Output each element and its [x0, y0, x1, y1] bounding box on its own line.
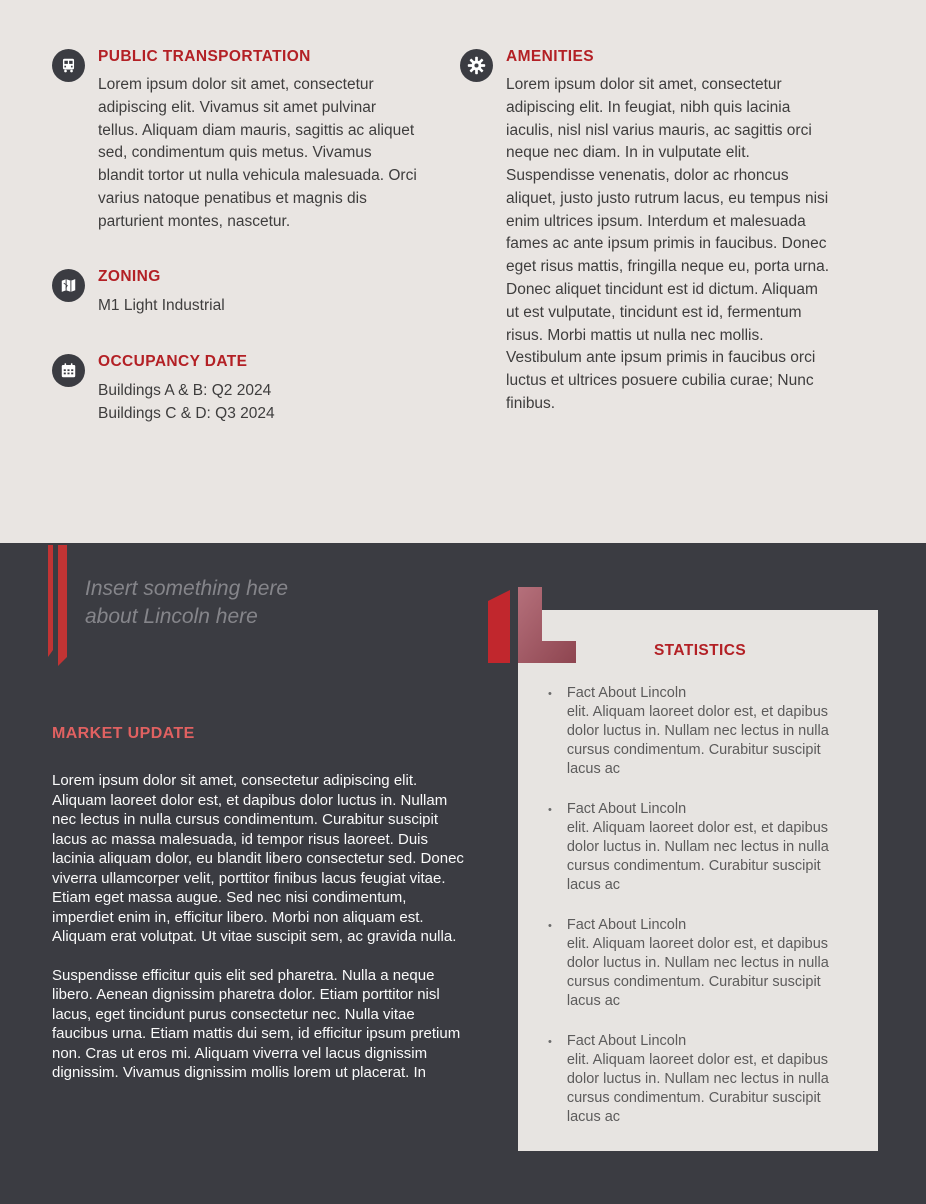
statistics-card — [518, 610, 878, 1151]
section-title: ZONING — [98, 268, 161, 286]
section-title: OCCUPANCY DATE — [98, 352, 248, 370]
amenities-block — [460, 48, 832, 416]
stat-title: Fact About Lincoln — [566, 800, 687, 817]
public-transportation-block — [52, 48, 418, 233]
bullet-icon: • — [548, 919, 552, 932]
stat-text — [567, 916, 852, 1011]
list-item — [548, 916, 852, 1011]
list-item — [548, 800, 852, 895]
occupancy-date-content — [98, 353, 275, 426]
ribbon-accent — [48, 545, 67, 666]
market-paragraph-1: Lorem ipsum dolor sit amet, consectetur adipiscing elit. Aliquam laoreet dolor est, et dapibus dolor luctus in. Nullam nec lectus in nulla cursus condimentum. Curabitur suscipit lacus ac massa malesuada, id tempor risus laoreet. Duis lacinia aliquam dolor, eu blandit libero consectetur sed. Donec viverra ullamcorper velit, porttitor finibus lacus feugiat vitae. Etiam eget massa augue. Sed nec nisi condimentum, imperdiet enim in, efficitur libero. Morbi non aliquam est. Aliquam erat volutpat. Ut vitae suscipit sem, ac gravida nulla. — [52, 772, 464, 945]
info-section — [0, 0, 926, 460]
list-item — [548, 684, 852, 779]
zoning-value: M1 Light Industrial — [98, 297, 225, 315]
market-paragraph-2: Suspendisse efficitur quis elit sed pharetra. Nulla a neque libero. Aenean dignissim pharetra dolor. Etiam porttitor nisl lacus, eget tincidunt purus consectetur nec. Nulla vitae faucibus urna. Etiam mattis dui sem, id efficitur ipsum pretium non. Cras ut eros mi. Aliquam viverra vel lacus dignissim dignissim. Vivamus dignissim mollis lorem ut placerat. In — [52, 966, 461, 1081]
stat-text — [567, 684, 852, 779]
market-update-block — [52, 725, 468, 1102]
section-body: Lorem ipsum dolor sit amet, consectetur adipiscing elit. In feugiat, nibh quis lacinia iaculis, nisl nisl varius mauris, ac sagittis orci neque nec diam. In in vulputate elit. Suspendisse venenatis, dolor ac rhoncus aliquet, justo justo rutrum lacus, eu tempus nisi enim ultrices ipsum. Interdum et malesuada fames ac ante ipsum primis in faucibus. Donec eget risus mattis, fringilla neque eu, porta urna. Donec aliquet tincidunt est id dictum. Aliquam ut est vulputate, tincidunt est id, fermentum risus. Morbi mattis ut nulla nec mollis. Vestibulum ante ipsum primis in faucibus orci luctus et ultrices posuere cubilia curae; Nunc finibus. — [506, 76, 830, 412]
section-title: AMENITIES — [506, 48, 594, 65]
section-title: PUBLIC TRANSPORTATION — [98, 48, 311, 65]
zoning-map-icon — [52, 269, 85, 302]
stat-body: elit. Aliquam laoreet dolor est, et dapibus dolor luctus in. Nullam nec lectus in nulla cursus condimentum. Curabitur suscipit lacus ac — [566, 703, 829, 777]
stat-text — [567, 1032, 852, 1127]
zoning-content — [98, 268, 225, 317]
lincoln-logo-icon — [488, 583, 580, 663]
stat-body: elit. Aliquam laoreet dolor est, et dapibus dolor luctus in. Nullam nec lectus in nulla cursus condimentum. Curabitur suscipit lacus ac — [566, 819, 829, 893]
statistics-title: STATISTICS — [653, 642, 747, 659]
stat-body: elit. Aliquam laoreet dolor est, et dapibus dolor luctus in. Nullam nec lectus in nulla cursus condimentum. Curabitur suscipit lacus ac — [566, 935, 829, 1009]
bullet-icon: • — [548, 688, 552, 700]
stat-text — [567, 800, 852, 895]
placeholder-note: Insert something here about Lincoln here — [85, 577, 289, 629]
zoning-block — [52, 268, 418, 317]
info-left-column — [52, 48, 418, 460]
ribbon-stripe-thin — [48, 545, 53, 657]
market-update-title: MARKET UPDATE — [52, 725, 195, 742]
stat-title: Fact About Lincoln — [566, 1032, 687, 1049]
stat-title: Fact About Lincoln — [566, 916, 687, 933]
market-section — [0, 543, 926, 1204]
occupancy-date-block — [52, 353, 418, 426]
occupancy-line-2: Buildings C & D: Q3 2024 — [98, 404, 275, 422]
amenities-content — [506, 48, 832, 416]
stat-title: Fact About Lincoln — [566, 685, 687, 701]
occupancy-line-1: Buildings A & B: Q2 2024 — [98, 381, 272, 399]
calendar-icon — [52, 354, 85, 387]
section-body: Lorem ipsum dolor sit amet, consectetur adipiscing elit. Vivamus sit amet pulvinar tellus. Aliquam diam mauris, sagittis ac aliquet sed, condimentum quis metus. Vivamus blandit tortor ut nulla vehicula malesuada. Orci varius natoque penatibus et magnis dis parturient montes, nascetur. — [98, 76, 417, 230]
gear-icon — [460, 49, 493, 82]
bus-icon — [52, 49, 85, 82]
info-right-column — [460, 48, 832, 460]
bullet-icon: • — [548, 1035, 552, 1048]
list-item — [548, 1032, 852, 1127]
bullet-icon: • — [548, 803, 552, 816]
public-transportation-content — [98, 48, 418, 233]
ribbon-stripe-thick — [58, 545, 67, 666]
stat-body: elit. Aliquam laoreet dolor est, et dapibus dolor luctus in. Nullam nec lectus in nulla cursus condimentum. Curabitur suscipit lacus ac — [566, 1051, 829, 1125]
